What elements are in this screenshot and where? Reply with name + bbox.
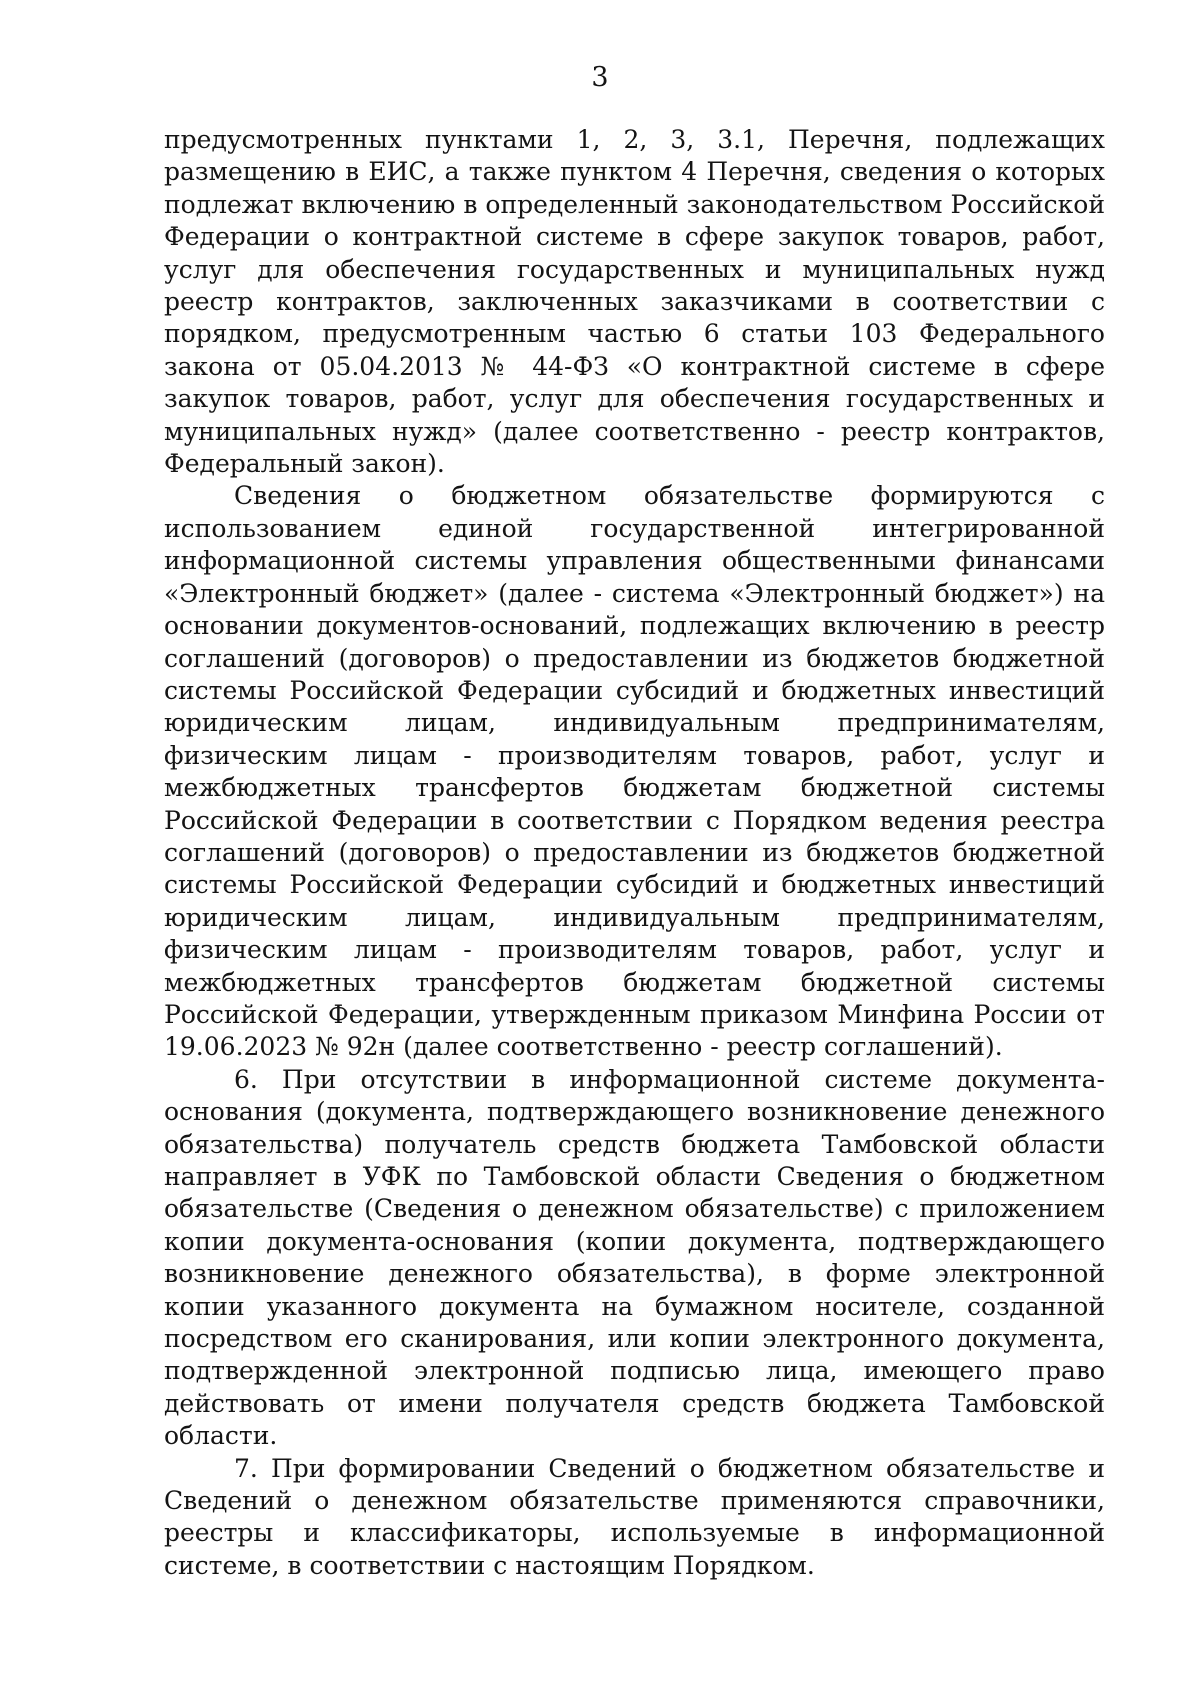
paragraph-item-7: 7. При формировании Сведений о бюджетном обязательстве и Сведений о денежном обязательстве применяются справочники, реестры и классификаторы, используемые в информационной системе, в соответствии с настоящим Порядком. — [164, 1453, 1105, 1580]
paragraph-item-6: 6. При отсутствии в информационной системе документа-основания (документа, подтверждающего возникновение денежного обязательства) получатель средств бюджета Тамбовской области направляет в УФК по Тамбовской области Сведения о бюджетном обязательстве (Сведения о денежном обязательстве) с приложением копии документа-основания (копии документа, подтверждающего возникновение денежного обязательства), в форме электронной копии указанного документа на бумажном носителе, созданной посредством его сканирования, или копии электронного документа, подтвержденной электронной подписью лица, имеющего право действовать от имени получателя средств бюджета Тамбовской области. — [164, 1064, 1105, 1451]
page-number: 3 — [591, 62, 609, 93]
document-body — [164, 124, 1105, 1582]
paragraph-budget-obligation-info: Сведения о бюджетном обязательстве формируются с использованием единой государственной интегрированной информационной системы управления общественными финансами «Электронный бюджет» (далее - система «Электронный бюджет») на основании документов-оснований, подлежащих включению в реестр соглашений (договоров) о предоставлении из бюджетов бюджетной системы Российской Федерации субсидий и бюджетных инвестиций юридическим лицам, индивидуальным предпринимателям, физическим лицам - производителям товаров, работ, услуг и межбюджетных трансфертов бюджетам бюджетной системы Российской Федерации в соответствии с Порядком ведения реестра соглашений (договоров) о предоставлении из бюджетов бюджетной системы Российской Федерации субсидий и бюджетных инвестиций юридическим лицам, индивидуальным предпринимателям, физическим лицам - производителям товаров, работ, услуг и межбюджетных трансфертов бюджетам бюджетной системы Российской Федерации, утвержденным приказом Минфина России от 19.06.2023 № 92н (далее соответственно - реестр соглашений). — [164, 481, 1105, 1062]
paragraph-continuation: предусмотренных пунктами 1, 2, 3, 3.1, Перечня, подлежащих размещению в ЕИС, а также пунктом 4 Перечня, сведения о которых подлежат включению в определенный законодательством Российской Федерации о контрактной системе в сфере закупок товаров, работ, услуг для обеспечения государственных и муниципальных нужд реестр контрактов, заключенных заказчиками в соответствии с порядком, предусмотренным частью 6 статьи 103 Федерального закона от 05.04.2013 № 44-ФЗ «О контрактной системе в сфере закупок товаров, работ, услуг для обеспечения государственных и муниципальных нужд» (далее соответственно - реестр контрактов, Федеральный закон). — [164, 125, 1105, 479]
